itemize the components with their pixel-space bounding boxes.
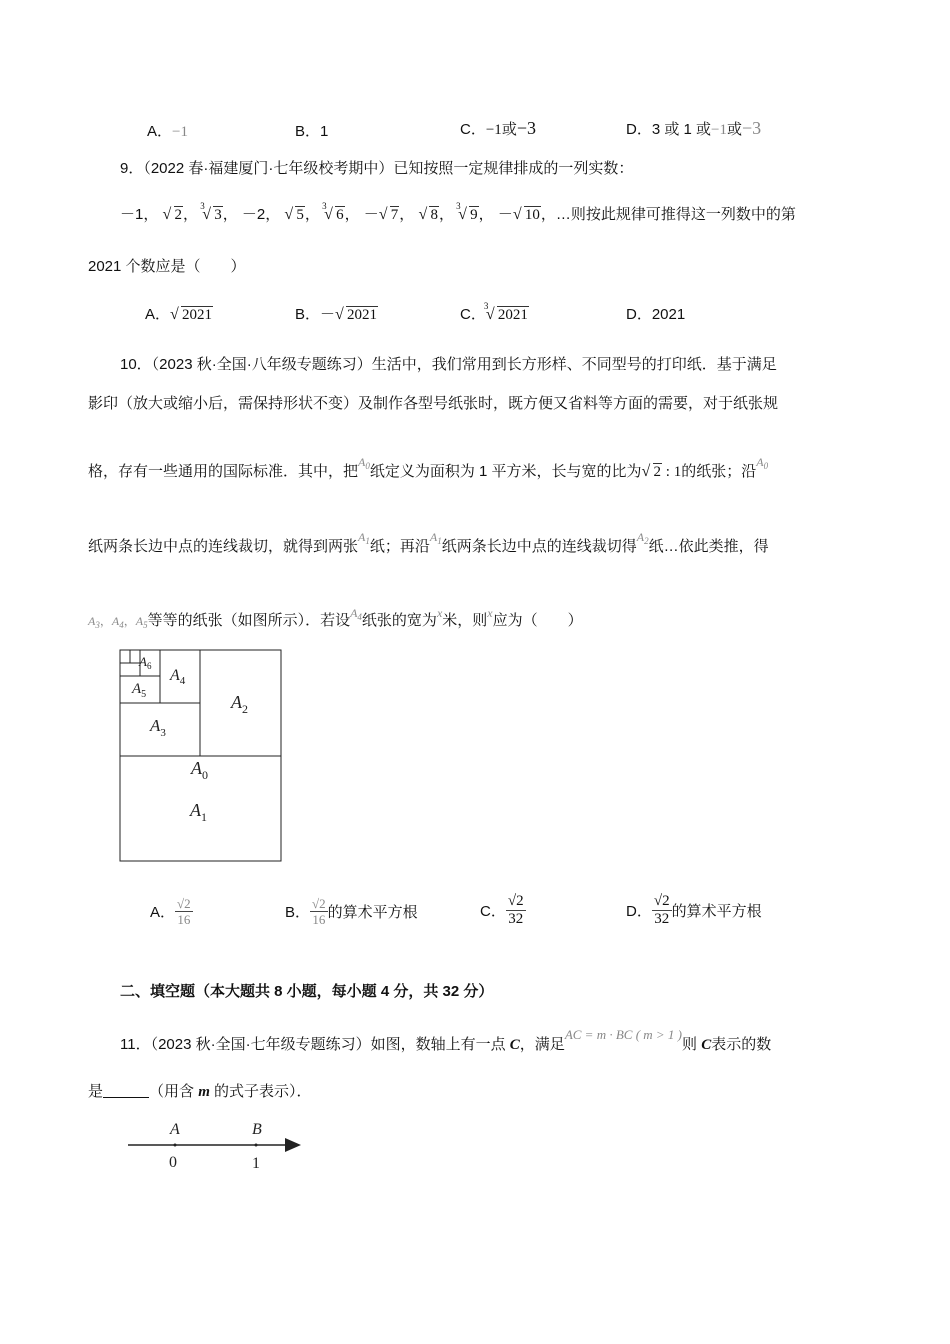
radicand: 5 [296, 207, 304, 223]
option-text: 1 [320, 123, 329, 140]
paper-label [350, 606, 362, 620]
option-label: A． [147, 123, 173, 140]
denominator: 32 [654, 911, 670, 927]
paper-letter: A [429, 530, 438, 544]
paper-label [136, 614, 148, 628]
radicand: 10 [524, 207, 540, 223]
tick-label-1: 1 [252, 1155, 260, 1172]
q9-option-d [626, 303, 685, 324]
text: 纸；再沿 [369, 538, 430, 555]
numerator: √2 [312, 896, 326, 911]
text: 则 [682, 1036, 702, 1053]
text: 纸…依此类推，得 [648, 538, 769, 555]
text: 的纸张；沿 [681, 463, 757, 480]
cbrt-3 [200, 201, 223, 224]
option-text: 的算术平方根 [671, 903, 762, 920]
minus-sign: － [497, 206, 513, 223]
radicand: 6 [336, 207, 344, 223]
seq-text: －1， [120, 206, 159, 223]
section-heading: 二、填空题（本大题共 8 小题，每小题 4 分，共 32 分） [120, 983, 494, 1000]
fraction [652, 893, 672, 928]
q10-line1: 10．（2023 秋·全国·八年级专题练习）生活中，我们常用到长方形样、不同型号的打印纸．基于满足 [120, 356, 777, 373]
option-label: A． [150, 904, 176, 921]
q10-option-a [150, 896, 193, 927]
number-line [125, 1115, 310, 1177]
option-label: B． [285, 904, 311, 921]
denominator: 16 [177, 912, 191, 927]
text: 等等的纸张（如图所示）．若设 [147, 612, 351, 629]
text: （用含 [149, 1083, 199, 1100]
paper-label [358, 530, 370, 544]
cbrt-9 [456, 201, 479, 224]
paper-letter: A [111, 614, 120, 628]
variable-x: x [487, 606, 493, 620]
radicand: 2 [174, 207, 183, 223]
root-index: √ 3 [322, 201, 327, 211]
text: 格，存有一些通用的国际标准．其中，把 [88, 463, 359, 480]
text: 纸两条长边中点的连线裁切得 [441, 538, 637, 555]
q9-option-c [460, 303, 529, 324]
q9-sequence [120, 203, 796, 224]
option-text: 2021 [651, 306, 686, 323]
text: 米，则 [442, 612, 488, 629]
q8-option-d [626, 118, 761, 139]
q9-option-b [295, 303, 378, 324]
fraction [175, 896, 193, 927]
sqrt-2021 [335, 307, 378, 324]
radicand: 2021 [347, 307, 378, 323]
radicand: 3 [214, 207, 222, 223]
label-a1: $A_1$ [190, 800, 207, 824]
option-label: B． [295, 306, 321, 323]
q8-option-c [460, 118, 536, 139]
numerator: √2 [653, 893, 670, 909]
paper-letter: A [135, 614, 144, 628]
paper-sub: 5 [143, 620, 148, 630]
text: 是 [88, 1083, 104, 1100]
text: 纸张的宽为 [361, 612, 437, 629]
seq-comma: ， [222, 206, 238, 223]
label-point-a: A [170, 1121, 180, 1138]
fraction [506, 893, 526, 928]
paper-sub: 4 [357, 612, 362, 622]
math-expr: −1 [711, 122, 727, 138]
root-index: √ 3 [483, 301, 489, 311]
paper-sub: 3 [95, 620, 100, 630]
q10-option-d [626, 893, 762, 928]
comma: ， [99, 614, 112, 628]
option-text: 或 [727, 121, 743, 138]
minus-sign: － [320, 306, 336, 323]
label-a3: $A_3$ [150, 716, 166, 739]
radicand: 8 [430, 207, 438, 223]
q8-option-b [295, 120, 328, 141]
label-point-b: B [252, 1121, 262, 1138]
seq-comma: ， [438, 206, 454, 223]
label-a4: $A_4$ [170, 667, 186, 687]
variable-x: x [436, 606, 443, 620]
seq-text: －2， [241, 206, 281, 223]
label-a6: $A_6$ [139, 654, 152, 671]
paper-size-figure [118, 648, 283, 863]
q8-option-a [147, 120, 188, 141]
q9-line3: 2021 个数应是（ ） [88, 258, 246, 275]
option-label: D． [626, 306, 652, 323]
comma: ， [123, 614, 136, 628]
root-index: √ 3 [200, 201, 205, 211]
label-a5: $A_5$ [132, 681, 147, 700]
tick-label-0: 0 [169, 1154, 177, 1171]
text: ，满足 [519, 1036, 565, 1053]
sqrt-8 [418, 207, 439, 224]
q9-stem: 9．（2022 春·福建厦门·七年级校考期中）已知按照一定规律排成的一列实数： [120, 160, 634, 177]
paper-letter: A [350, 606, 358, 620]
paper-label [637, 530, 649, 544]
radicand: 2 [653, 464, 662, 480]
denominator: 16 [312, 912, 326, 927]
text: 表示的数 [711, 1036, 772, 1053]
q10-line5 [88, 606, 583, 630]
label-a2: $A_2$ [231, 692, 248, 716]
paper-label [430, 530, 442, 544]
paper-letter: A [88, 614, 96, 628]
radicand: 2021 [182, 307, 213, 323]
option-label: B． [295, 123, 321, 140]
paper-letter: A [756, 455, 764, 469]
variable-m: m [198, 1084, 210, 1100]
cbrt-2021 [483, 301, 529, 324]
axis-arrow [285, 1138, 301, 1152]
seq-comma: ， [478, 206, 494, 223]
option-label: C． [480, 903, 506, 920]
ratio: : 1 [662, 464, 682, 480]
text: 的式子表示）． [209, 1083, 312, 1100]
paper-sub: 1 [437, 536, 442, 546]
text: 应为（ ） [492, 612, 583, 629]
radicand: 9 [470, 207, 478, 223]
q10-line2: 影印（放大或缩小后，需保持形状不变）及制作各型号纸张时，既方便又省料等方面的需要，对于纸张规 [88, 395, 779, 412]
paper-label [88, 614, 100, 628]
option-label: A． [145, 306, 171, 323]
paper-label [358, 455, 370, 469]
math-expr: −1 [172, 124, 188, 140]
sqrt-5 [284, 207, 305, 224]
math-expr: −3 [742, 118, 762, 138]
option-label: D． [626, 121, 652, 138]
q11-line1 [120, 1027, 771, 1054]
option-label: D． [626, 903, 652, 920]
q10-line4 [88, 530, 769, 556]
sqrt-2 [642, 464, 663, 481]
point-a-dot [174, 1144, 177, 1147]
paper-letter: A [358, 455, 366, 469]
sqrt-2 [163, 207, 184, 224]
paper-letter: A [636, 530, 645, 544]
text: 纸两条长边中点的连线裁切，就得到两张 [88, 538, 359, 555]
radicand: 7 [390, 207, 399, 223]
paper-sub: 4 [119, 620, 124, 630]
answer-blank[interactable] [103, 1083, 149, 1098]
paper-label [756, 455, 768, 469]
option-text: 的算术平方根 [327, 904, 418, 921]
minus-sign: － [363, 206, 379, 223]
denominator: 32 [508, 911, 524, 927]
seq-comma: ， [183, 206, 199, 223]
text: 11．（2023 秋·全国·七年级专题练习）如图，数轴上有一点 [120, 1036, 510, 1053]
math-expr: −1 [485, 122, 502, 138]
seq-comma: ， [399, 206, 415, 223]
label-a0: $A_0$ [191, 758, 208, 782]
sqrt-7 [379, 207, 400, 224]
option-text: 3 或 1 或 [651, 121, 712, 138]
math-expr: −3 [516, 118, 536, 138]
q11-line2 [88, 1080, 312, 1101]
point-b-dot [255, 1144, 258, 1147]
option-label: C． [460, 306, 486, 323]
paper-sub: 0 [365, 461, 370, 471]
q10-option-b [285, 896, 418, 927]
sqrt-10 [513, 207, 541, 224]
seq-comma: ， [304, 206, 320, 223]
seq-comma: ， [344, 206, 360, 223]
option-text: 或 [501, 121, 517, 138]
fraction [310, 896, 328, 927]
q10-option-c [480, 893, 526, 928]
root-index: √ 3 [456, 201, 461, 211]
q9-option-a [145, 303, 213, 324]
paper-label [112, 614, 124, 628]
condition-equation: AC = m · BC ( m > 1 ) [564, 1027, 683, 1042]
sqrt-2021 [170, 307, 213, 324]
point-c: C [509, 1037, 520, 1053]
paper-sub: 0 [763, 461, 769, 471]
paper-sub: 1 [365, 536, 370, 546]
q10-line3 [88, 455, 768, 481]
paper-letter: A [358, 530, 366, 544]
cbrt-6 [322, 201, 345, 224]
paper-sub: 2 [644, 536, 649, 546]
option-label: C． [460, 121, 486, 138]
text: 纸定义为面积为 1 平方米，长与宽的比为 [369, 463, 642, 480]
radicand: 2021 [497, 307, 528, 323]
numerator: √2 [177, 896, 191, 911]
point-c: C [701, 1037, 712, 1053]
numerator: √2 [507, 893, 524, 909]
seq-text: ，…则按此规律可推得这一列数中的第 [540, 206, 796, 223]
